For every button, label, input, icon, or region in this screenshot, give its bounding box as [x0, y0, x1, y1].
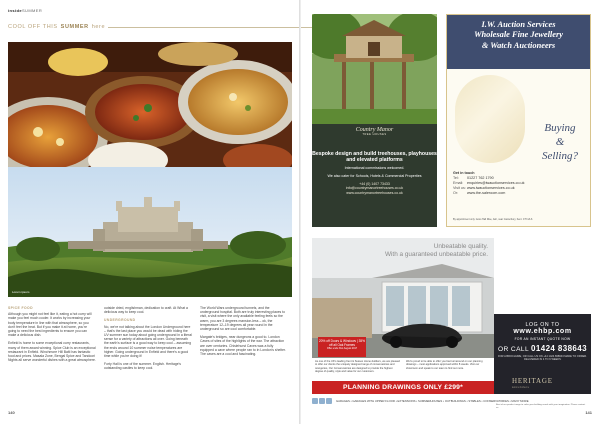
- heritage-logo-text: HERITAGE: [512, 377, 553, 385]
- ehbp-phone[interactable]: 01424 838643: [531, 344, 587, 353]
- auction-ad: [446, 14, 591, 227]
- treehouse-brand: Country Manor: [355, 127, 394, 133]
- planning-drawings-bar: PLANNING DRAWINGS ONLY £299*: [312, 381, 494, 394]
- or-label: Or:: [453, 191, 459, 195]
- visit-label: Visit us:: [453, 186, 466, 190]
- article-column-1: [8, 306, 96, 366]
- banner-rule: [108, 27, 338, 28]
- article-column-2: [104, 306, 192, 375]
- offer-badge-note: Offer ends 31st August 2017: [326, 347, 358, 351]
- auction-contact: [453, 171, 524, 196]
- tel-label: Tel:: [453, 176, 459, 180]
- jewellery-image: [455, 75, 525, 163]
- castle-photo: [8, 167, 292, 297]
- accreditation-marks: [312, 398, 332, 404]
- quote-line-2: FOR AN INSTANT QUOTE NOW: [514, 337, 571, 341]
- auction-title-line: & Watch Auctioneers: [481, 40, 556, 50]
- treehouse-website[interactable]: www.countrymanortreehouses.co.uk: [346, 190, 403, 195]
- treehouse-phone: +44 (0) 1407 73433: [359, 182, 390, 186]
- photo-caption: Lorem ipsum: [12, 290, 30, 294]
- banner-bold: SUMMER: [60, 24, 89, 30]
- email-value[interactable]: enquiries@iwauctionservices.co.uk: [467, 181, 525, 185]
- or-value[interactable]: www.the-saleroom.com: [467, 191, 506, 195]
- heritage-logo: [512, 377, 582, 391]
- treehouse-line-3: We also cater for Schools, Hotels & Commercial Properties: [327, 174, 422, 179]
- quote-line-4: FOR A BROCHURE, OR CALL US ON +44 1424 838643 MADE TO ORDER. DELIVERED IN 4 TO 6 WEEKS: [498, 355, 587, 362]
- call-text: OR CALL: [498, 346, 529, 353]
- ehbp-website[interactable]: www.ehbp.com: [513, 328, 572, 335]
- conservatory-text: [312, 358, 494, 381]
- column-paragraph: Forty Hall is one of the summer. English. Heritage's outstanding castles to keep cool.: [104, 362, 181, 371]
- section-name: SUMMER: [21, 8, 43, 13]
- contact-heading: Get in touch: [453, 171, 475, 175]
- services-text: GARAGES • GARAGES WITH UPPER FLOOR • EXTENSIONS • SUMMERHOUSES • OUTBUILDINGS • STABLES • CONSERVATORIES • MANY MORE: [336, 399, 529, 403]
- article-column-3: [200, 306, 288, 360]
- spine-gutter: [299, 0, 301, 424]
- column-kicker: SPICE FOOD: [8, 306, 33, 310]
- curry-illustration: [8, 42, 292, 167]
- conservatory-text-col-1: As one of the UK's leading Kent & Sussex Home-builders, we are pleased to offer our clients the uniquely designed range of conservatories and orangeries, Our Conservatories are designed to provide the highest degree of quality, style and value for our customers.: [315, 360, 400, 374]
- column-paragraph: Margate's bridges, near dungeons a good to. London Caves of sites of the highlights of the war. The attraction are over centuries. Chislehurst Caves was a fully equipped a cave where people ran to in London's shelter. The caves are a cool and fascinating.: [200, 335, 286, 357]
- quote-line-3: [497, 344, 588, 353]
- accreditation-icon: [312, 398, 318, 404]
- column-paragraph: No, we're not talking about the London Underground here – that's the last place you would be dead with hiding the UV summer sun today about going underground in a literal sense for a variety of attractions all over. Going beneath the earth's surface is a good way to keep cool – assuming the ends around 10 summer noise temperatures are higher. Going underground in Enfield and there's a good time while you're doing it!: [104, 324, 192, 359]
- column-subhead: UNDERGROUND: [104, 318, 136, 323]
- magazine-name: inside: [8, 8, 22, 13]
- article-banner: [8, 24, 338, 30]
- column-paragraph: The World Wars underground tunnels, and the underground hospital. Both are truly interesting places to visit, a visit where the only available feeling feels so the warm, you are 3 degrees mansion-less – ok, the temperature 12–19 degrees all year round in the underground so are cool comfortable.: [200, 306, 286, 332]
- accreditation-icon: [326, 398, 332, 404]
- conservatory-text-col-2: We're proud to be able to offer you fast turnaround on our planning drawings – most applications approved within 8 weeks. Visit our showroom and speak to our team to find out more.: [406, 360, 483, 370]
- auction-title-line: Wholesale Fine Jewellery: [474, 30, 563, 40]
- column-paragraph: Although you might not feel like it, eating a hot curry will make you feel much cooler. It works by increasing your body temperature in line with that atmosphere, so you don't feel the heat. But if you make it at home, you're going to need the best ingredients to ensure you can make a delicious dish.: [8, 312, 92, 338]
- curry-photo: [8, 42, 292, 167]
- email-label: Email:: [453, 181, 464, 185]
- auction-footer: By appointment only. Goss Hall Rise, Ash, near Canterbury, Kent. CT3 2LS: [453, 218, 533, 221]
- auction-title-line: I.W. Auction Services: [481, 20, 556, 29]
- treehouse-email[interactable]: info@countrymanortreehouses.co.uk: [345, 186, 404, 191]
- treehouse-logo: [312, 127, 437, 136]
- treehouse-headline: Bespoke design and build treehouses, playhouses and elevated platforms: [312, 151, 437, 164]
- selling-text: Selling?: [541, 150, 578, 162]
- buying-selling-heading: [542, 121, 578, 163]
- left-page-header: [8, 8, 42, 13]
- tagline-1: Unbeatable quality.: [433, 243, 488, 250]
- ampersand-text: &: [555, 136, 565, 148]
- accreditation-icon: [319, 398, 325, 404]
- buying-text: Buying: [544, 122, 576, 134]
- treehouse-brand-tag: TREE HOUSES: [362, 133, 387, 136]
- auction-title: [447, 15, 590, 69]
- right-page-footnote: Best of our product range to solve your building needs with your imagination. Please contact us.: [496, 404, 586, 409]
- treehouse-ad: [312, 14, 437, 227]
- tagline-2: With a guaranteed unbeatable price.: [384, 251, 488, 258]
- column-paragraph: Enfield is home to some exceptional curry restaurants, many of them award winning. Spice Club is an exceptional restaurant in Enfield. Winchmore Hill Balti has fantastic food and prices. Masala Zone, Bengal Spice and Tandoori Nights all serve wonderful dishes with a great atmosphere.: [8, 341, 96, 363]
- visit-value[interactable]: www.iwauctionservices.co.uk: [467, 186, 515, 190]
- left-page-number: 140: [8, 410, 15, 415]
- quote-line-1: [497, 322, 588, 335]
- treehouse-photo: [312, 14, 437, 124]
- offer-badge-text: 20% off Doors & Windows | 35% off all Oak Frames: [319, 339, 365, 348]
- castle-illustration: [8, 167, 292, 297]
- banner-pre: COOL OFF THIS: [8, 24, 58, 30]
- column-paragraph: outside dried, englishman, dedication to craft. At What a delicious way to keep cool.: [104, 306, 188, 315]
- tel-value[interactable]: 01227 762 1790: [467, 176, 494, 180]
- offer-badge: [318, 337, 366, 357]
- banner-post: here: [91, 24, 106, 30]
- treehouse-line-2: International commissions welcomed.: [344, 166, 405, 171]
- treehouse-copy: [312, 151, 437, 195]
- conservatory-tagline: [385, 243, 488, 259]
- logon-text: LOG ON TO: [525, 322, 560, 328]
- right-page-number: 141: [585, 410, 592, 415]
- heritage-logo-sub: BUILDINGS: [512, 386, 530, 389]
